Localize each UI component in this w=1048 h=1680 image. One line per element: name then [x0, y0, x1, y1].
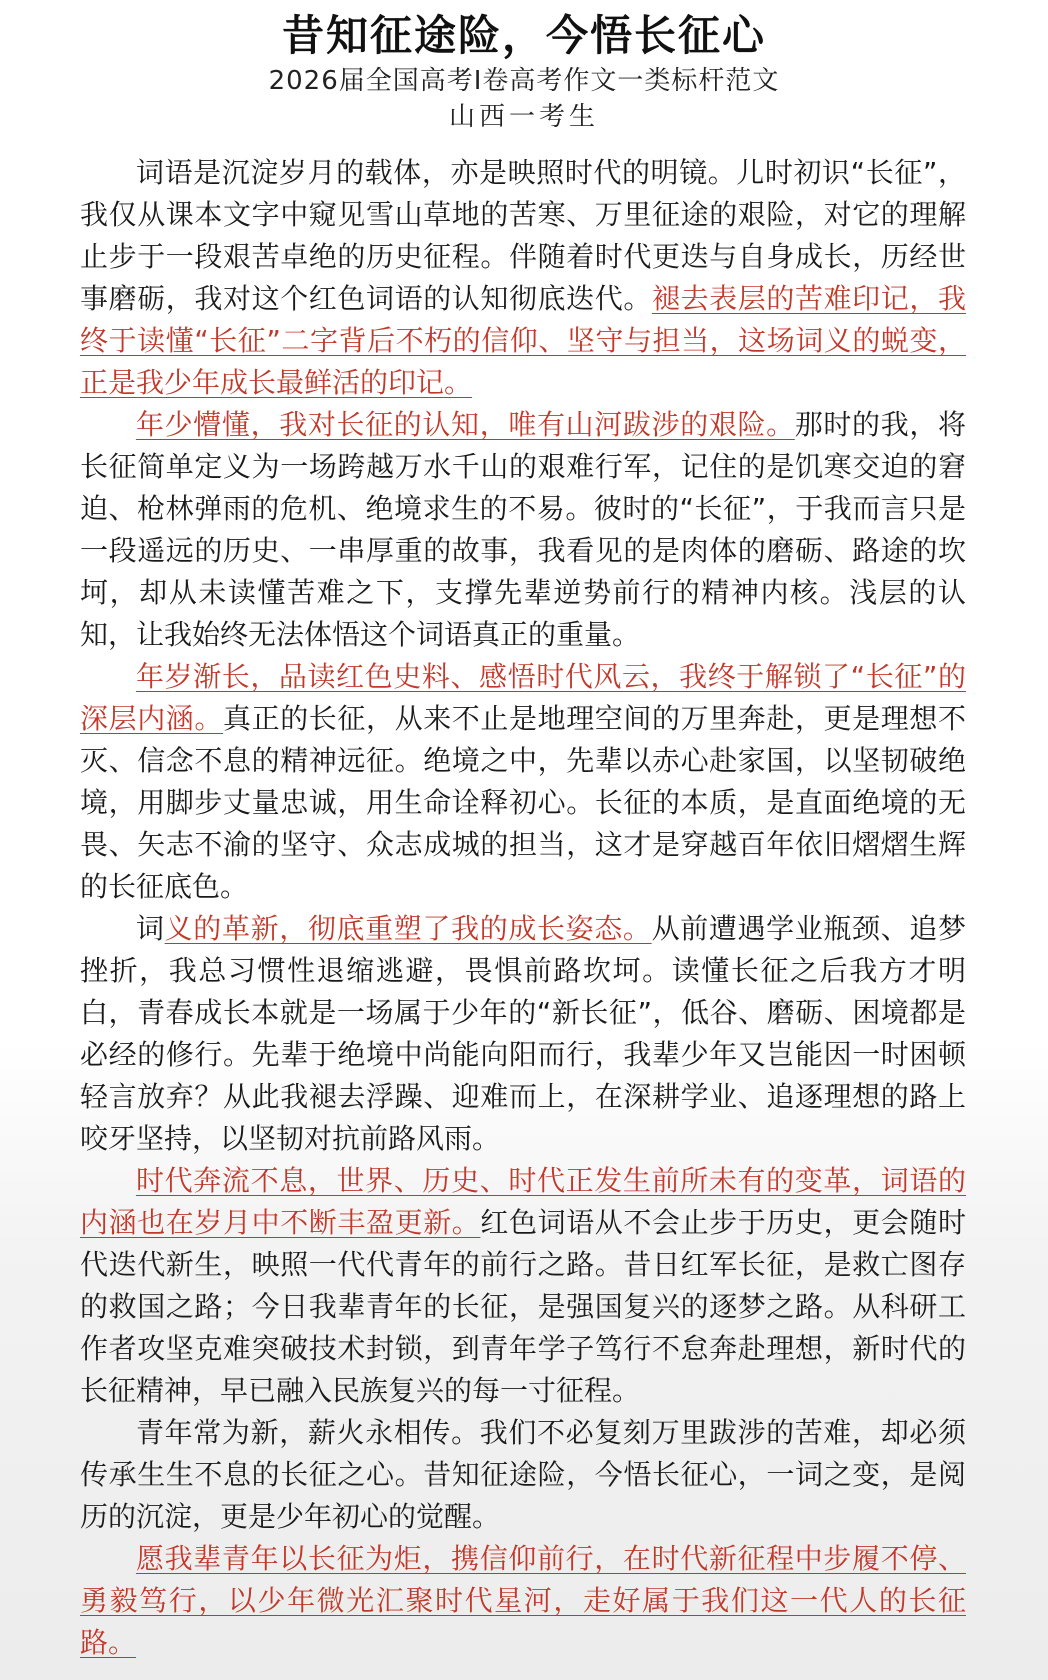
essay-subtitle: 2026届全国高考I卷高考作文一类标杆范文 — [268, 66, 780, 96]
paragraph-text: 词 — [136, 912, 165, 945]
essay-body — [80, 152, 966, 1664]
paragraph-text: 那时的我，将长征简单定义为一场跨越万水千山的艰难行军，记住的是饥寒交迫的窘迫、枪林弹雨的危机、绝境求生的不易。彼时的“长征”，于我而言只是一段遥远的历史、一串厚重的故事，我看见的是肉体的磨砺、路途的坎坷，却从未读懂苦难之下，支撑先辈逆势前行的精神内核。浅层的认知，让我始终无法体悟这个词语真正的重量。 — [80, 408, 966, 651]
paragraph-text: 从前遭遇学业瓶颈、追梦挫折，我总习惯性退缩逃避，畏惧前路坎坷。读懂长征之后我方才明白，青春成长本就是一场属于少年的“新长征”，低谷、磨砺、困境都是必经的修行。先辈于绝境中尚能向阳而行，我辈少年又岂能因一时困顿轻言放弃？从此我褪去浮躁、迎难而上，在深耕学业、追逐理想的路上咬牙坚持，以坚韧对抗前路风雨。 — [80, 912, 966, 1155]
paragraph-2 — [80, 404, 966, 656]
highlighted-sentence: 年少懵懂，我对长征的认知，唯有山河跋涉的艰险。 — [136, 408, 795, 441]
paragraph-4 — [80, 908, 966, 1160]
paragraph-text: 词语是沉淀岁月的载体，亦是映照时代的明镜。儿时初识“长征”，我仅从课本文字中窥见雪山草地的苦寒、万里征途的艰险，对它的理解止步于一段艰苦卓绝的历史征程。伴随着时代更迭与自身成长，历经世事磨砺，我对这个红色词语的认知彻底迭代。 — [80, 156, 966, 315]
paragraph-5 — [80, 1160, 966, 1412]
paragraph-1 — [80, 152, 966, 404]
highlighted-sentence: 褪去表层的苦难印记，我终于读懂“长征”二字背后不朽的信仰、坚守与担当，这场词义的蜕变，正是我少年成长最鲜活的印记。 — [80, 282, 966, 399]
paragraph-text: 真正的长征，从来不止是地理空间的万里奔赴，更是理想不灭、信念不息的精神远征。绝境之中，先辈以赤心赴家国，以坚韧破绝境，用脚步丈量忠诚，用生命诠释初心。长征的本质，是直面绝境的无畏、矢志不渝的坚守、众志成城的担当，这才是穿越百年依旧熠熠生辉的长征底色。 — [80, 702, 966, 903]
paragraph-3 — [80, 656, 966, 908]
highlighted-sentence: 义的革新，彻底重塑了我的成长姿态。 — [164, 912, 652, 945]
paragraph-text: 青年常为新，薪火永相传。我们不必复刻万里跋涉的苦难，却必须传承生生不息的长征之心。昔知征途险，今悟长征心，一词之变，是阅历的沉淀，更是少年初心的觉醒。 — [80, 1416, 966, 1533]
highlighted-sentence: 愿我辈青年以长征为炬，携信仰前行，在时代新征程中步履不停、勇毅笃行，以少年微光汇聚时代星河，走好属于我们这一代人的长征路。 — [80, 1542, 966, 1659]
highlighted-sentence: 年岁渐长，品读红色史料、感悟时代风云，我终于解锁了“长征”的深层内涵。 — [80, 660, 966, 735]
paragraph-6 — [80, 1412, 966, 1538]
paragraph-text: 红色词语从不会止步于历史，更会随时代迭代新生，映照一代代青年的前行之路。昔日红军长征，是救亡图存的救国之路；今日我辈青年的长征，是强国复兴的逐梦之路。从科研工作者攻坚克难突破技术封锁，到青年学子笃行不怠奔赴理想，新时代的长征精神，早已融入民族复兴的每一寸征程。 — [80, 1206, 966, 1407]
essay-author: 山西一考生 — [448, 102, 599, 132]
paragraph-7 — [80, 1538, 966, 1664]
essay-title: 昔知征途险，今悟长征心 — [281, 11, 766, 60]
highlighted-sentence: 时代奔流不息，世界、历史、时代正发生前所未有的变革，词语的内涵也在岁月中不断丰盈更新。 — [80, 1164, 966, 1239]
